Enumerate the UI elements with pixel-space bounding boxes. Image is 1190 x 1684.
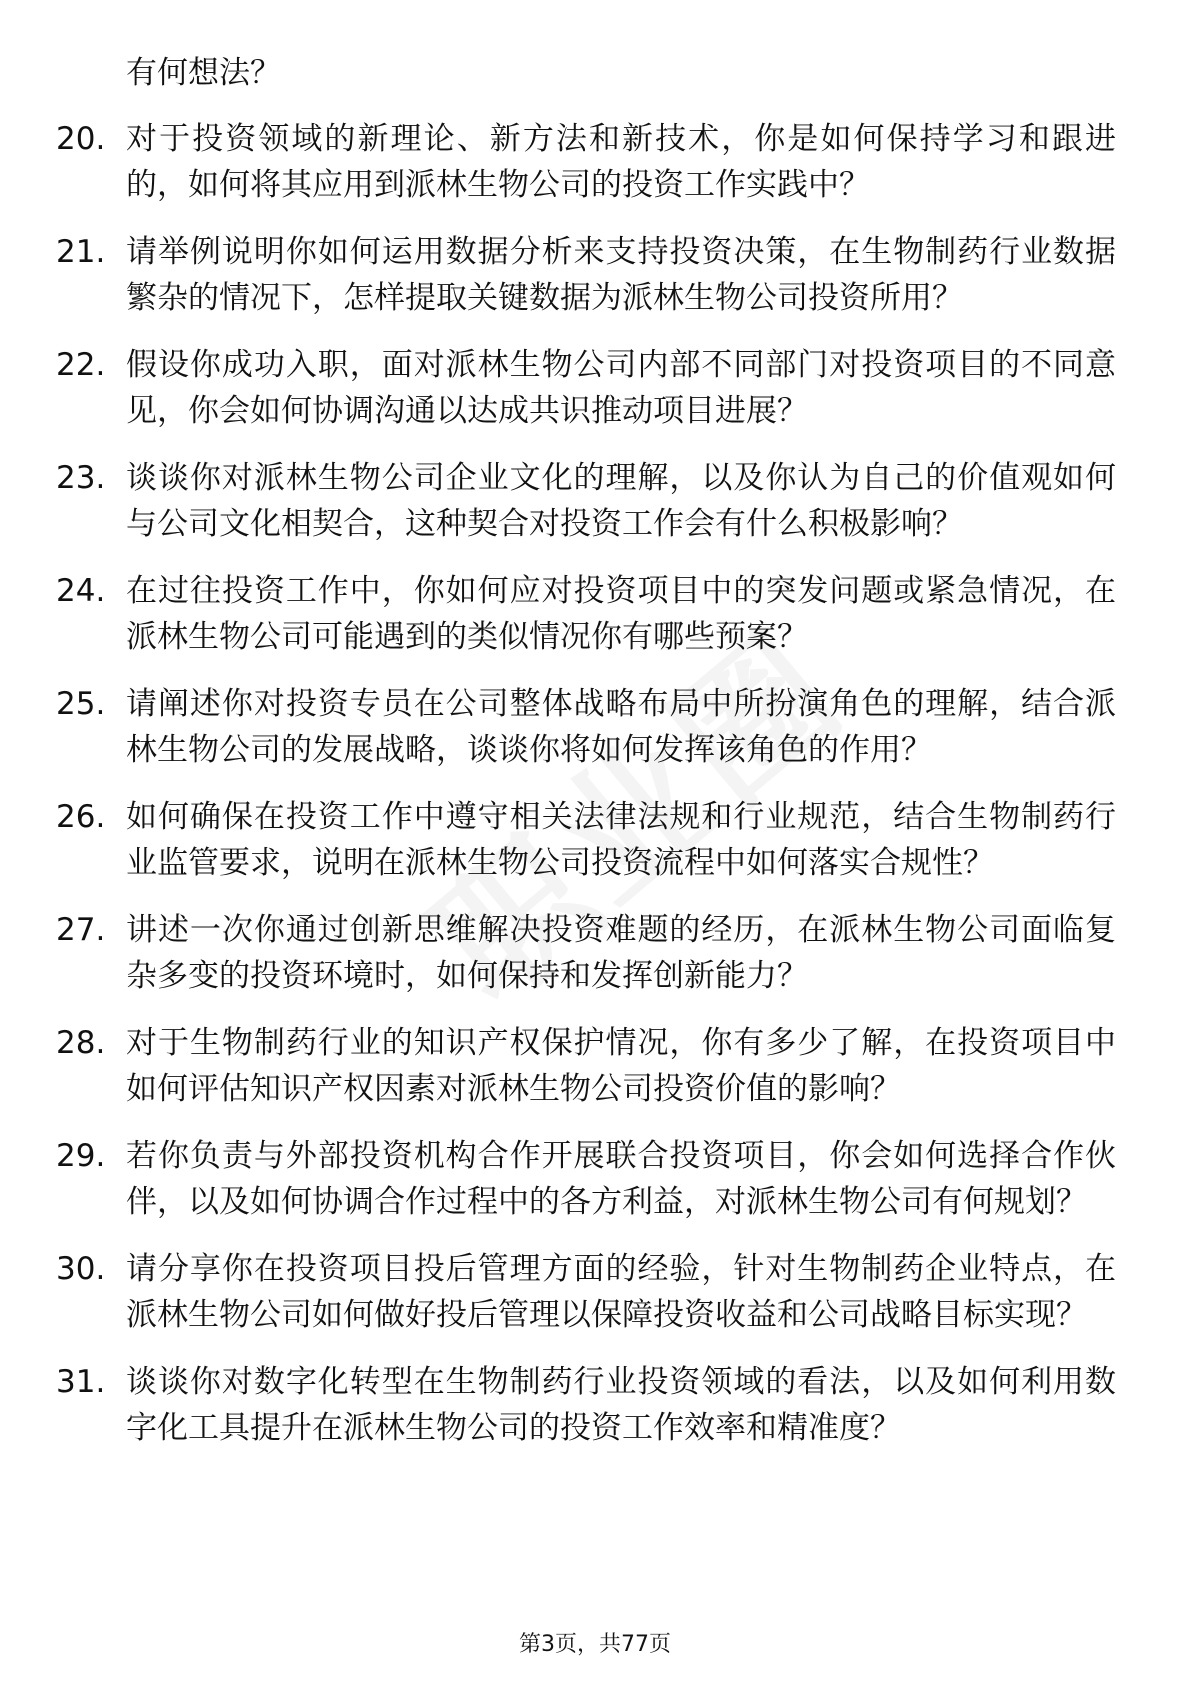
question-item — [0, 907, 1190, 999]
question-item — [0, 1133, 1190, 1225]
question-number: 27. — [56, 912, 106, 948]
question-item — [0, 1020, 1190, 1112]
question-item — [0, 1359, 1190, 1451]
question-number: 31. — [56, 1364, 106, 1400]
question-number: 20. — [56, 121, 106, 157]
question-number: 21. — [56, 234, 106, 270]
question-number: 26. — [56, 799, 106, 835]
question-text: 请举例说明你如何运用数据分析来支持投资决策，在生物制药行业数据繁杂的情况下，怎样提取关键数据为派林生物公司投资所用？ — [126, 234, 1116, 316]
question-number: 25. — [56, 686, 106, 722]
question-text: 请阐述你对投资专员在公司整体战略布局中所扮演角色的理解，结合派林生物公司的发展战略，谈谈你将如何发挥该角色的作用？ — [126, 686, 1116, 768]
question-number: 30. — [56, 1251, 106, 1287]
question-number: 24. — [56, 573, 106, 609]
page-number-footer: 第3页，共77页 — [519, 1632, 671, 1657]
question-item — [0, 1246, 1190, 1338]
question-text: 谈谈你对数字化转型在生物制药行业投资领域的看法，以及如何利用数字化工具提升在派林生物公司的投资工作效率和精准度？ — [126, 1364, 1116, 1446]
question-list — [0, 50, 1190, 1472]
question-item — [0, 229, 1190, 321]
question-item — [0, 342, 1190, 434]
question-item — [0, 455, 1190, 547]
continued-question-tail: 有何想法？ — [126, 55, 281, 91]
question-item — [0, 794, 1190, 886]
question-text: 假设你成功入职，面对派林生物公司内部不同部门对投资项目的不同意见，你会如何协调沟通以达成共识推动项目进展？ — [126, 347, 1116, 429]
question-item — [0, 116, 1190, 208]
question-text: 请分享你在投资项目投后管理方面的经验，针对生物制药企业特点，在派林生物公司如何做好投后管理以保障投资收益和公司战略目标实现？ — [126, 1251, 1116, 1333]
question-number: 28. — [56, 1025, 106, 1061]
question-text: 讲述一次你通过创新思维解决投资难题的经历，在派林生物公司面临复杂多变的投资环境时，如何保持和发挥创新能力？ — [126, 912, 1116, 994]
question-text: 对于投资领域的新理论、新方法和新技术，你是如何保持学习和跟进的，如何将其应用到派林生物公司的投资工作实践中？ — [126, 121, 1116, 203]
question-item — [0, 681, 1190, 773]
question-number: 22. — [56, 347, 106, 383]
question-text: 谈谈你对派林生物公司企业文化的理解，以及你认为自己的价值观如何与公司文化相契合，这种契合对投资工作会有什么积极影响？ — [126, 460, 1116, 542]
question-text: 在过往投资工作中，你如何应对投资项目中的突发问题或紧急情况，在派林生物公司可能遇到的类似情况你有哪些预案？ — [126, 573, 1116, 655]
question-number: 29. — [56, 1138, 106, 1174]
question-text: 对于生物制药行业的知识产权保护情况，你有多少了解，在投资项目中如何评估知识产权因素对派林生物公司投资价值的影响？ — [126, 1025, 1116, 1107]
question-text: 如何确保在投资工作中遵守相关法律法规和行业规范，结合生物制药行业监管要求，说明在派林生物公司投资流程中如何落实合规性？ — [126, 799, 1116, 881]
question-number: 23. — [56, 460, 106, 496]
question-text: 若你负责与外部投资机构合作开展联合投资项目，你会如何选择合作伙伴，以及如何协调合作过程中的各方利益，对派林生物公司有何规划？ — [126, 1138, 1116, 1220]
question-item — [0, 568, 1190, 660]
